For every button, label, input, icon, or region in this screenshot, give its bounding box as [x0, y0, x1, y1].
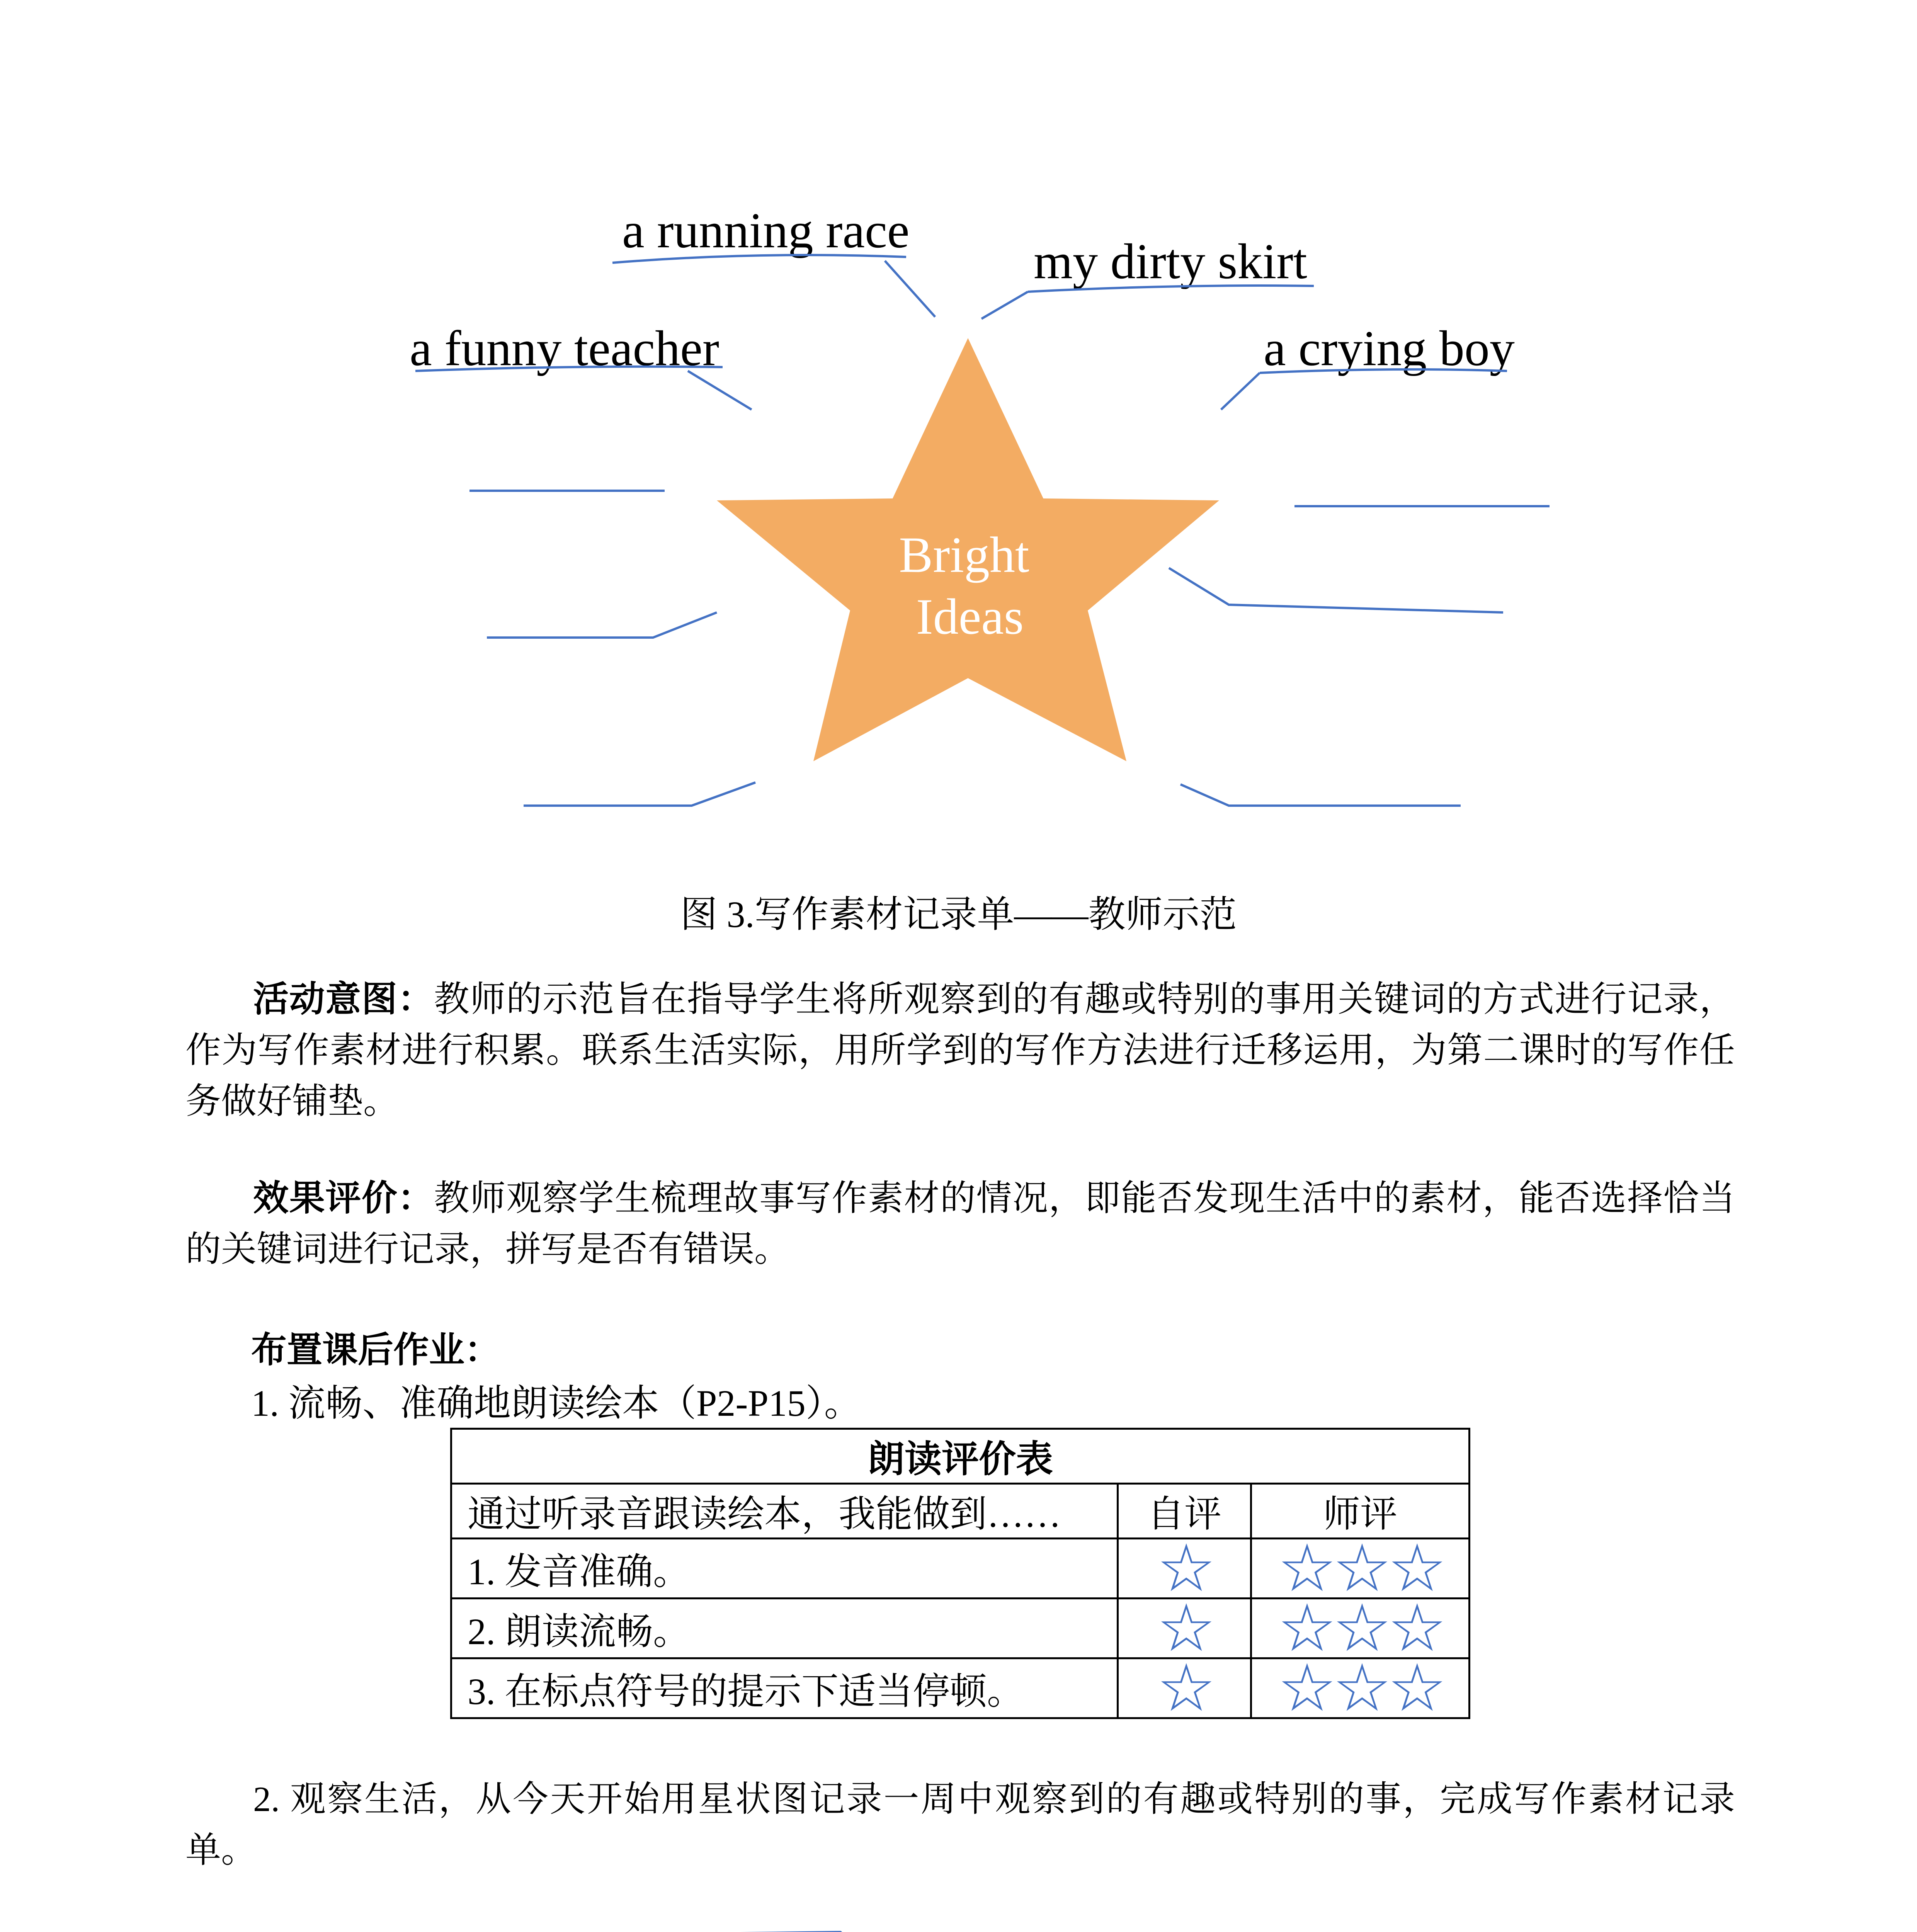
table-row	[451, 1539, 1470, 1599]
effect-evaluation	[185, 1173, 1735, 1275]
evaluation-label: 效果评价：	[253, 1177, 434, 1219]
figure-caption: 图 3.写作素材记录单——教师示范	[680, 894, 1237, 935]
example-my-dirty-skirt: my dirty skirt	[1034, 234, 1307, 289]
intent-label: 活动意图：	[253, 978, 434, 1020]
homework-label: 布置课后作业：	[251, 1329, 500, 1371]
teacher-example-star-diagram	[0, 0, 1917, 869]
teacher-rating-star-icon[interactable]: ☆☆☆	[1251, 1658, 1470, 1718]
connector-line	[885, 261, 935, 317]
criterion-cell: 2. 朗读流畅。	[451, 1599, 1118, 1658]
intent-text: 教师的示范旨在指导学生将所观察到的有趣或特别的事用关键词的方式进行记录，作为写作素材进行积累。联系生活实际，用所学到的写作方法进行迁移运用，为第二课时的写作任务做好铺垫。	[185, 980, 1735, 1121]
teacher-rating-star-icon[interactable]: ☆☆☆	[1251, 1599, 1470, 1658]
evaluation-text: 教师观察学生梳理故事写作素材的情况，即能否发现生活中的素材，能否选择恰当的关键词进行记录，拼写是否有错误。	[185, 1179, 1735, 1269]
blank-line	[487, 612, 717, 638]
blank-line	[1169, 568, 1503, 612]
connector-line	[688, 371, 752, 410]
example-a-funny-teacher: a funny teacher	[410, 321, 720, 376]
blank-line	[524, 782, 755, 806]
table-row	[451, 1599, 1470, 1658]
example-a-running-race: a running race	[622, 203, 910, 259]
example-a-crying-boy: a crying boy	[1264, 321, 1515, 376]
table-header-criterion: 通过听录音跟读绘本，我能做到……	[451, 1484, 1118, 1539]
activity-intent	[185, 974, 1735, 1127]
teacher-rating-star-icon[interactable]: ☆☆☆	[1251, 1539, 1470, 1599]
connector-line	[1221, 373, 1260, 410]
self-rating-star-icon[interactable]: ☆	[1118, 1539, 1251, 1599]
student-blank-star-diagram	[0, 1893, 1917, 1932]
table-row	[451, 1658, 1470, 1718]
table-header-teacher: 师评	[1251, 1484, 1470, 1539]
homework-item-1: 1. 流畅、准确地朗读绘本（P2-P15）。	[251, 1383, 861, 1424]
connector-line	[981, 292, 1028, 319]
reading-rating-table	[450, 1428, 1470, 1726]
table-header-self: 自评	[1118, 1484, 1251, 1539]
homework-item-2: 2. 观察生活，从今天开始用星状图记录一周中观察到的有趣或特别的事，完成写作素材记录单。	[185, 1779, 1735, 1870]
criterion-cell: 3. 在标点符号的提示下适当停顿。	[451, 1658, 1118, 1718]
table-title: 朗读评价表	[451, 1429, 1470, 1484]
self-rating-star-icon[interactable]: ☆	[1118, 1599, 1251, 1658]
star-label-bright: Bright	[899, 526, 1029, 583]
criterion-cell: 1. 发音准确。	[451, 1539, 1118, 1599]
star-label-ideas: Ideas	[916, 588, 1024, 645]
self-rating-star-icon[interactable]: ☆	[1118, 1658, 1251, 1718]
blank-line	[1180, 784, 1461, 806]
